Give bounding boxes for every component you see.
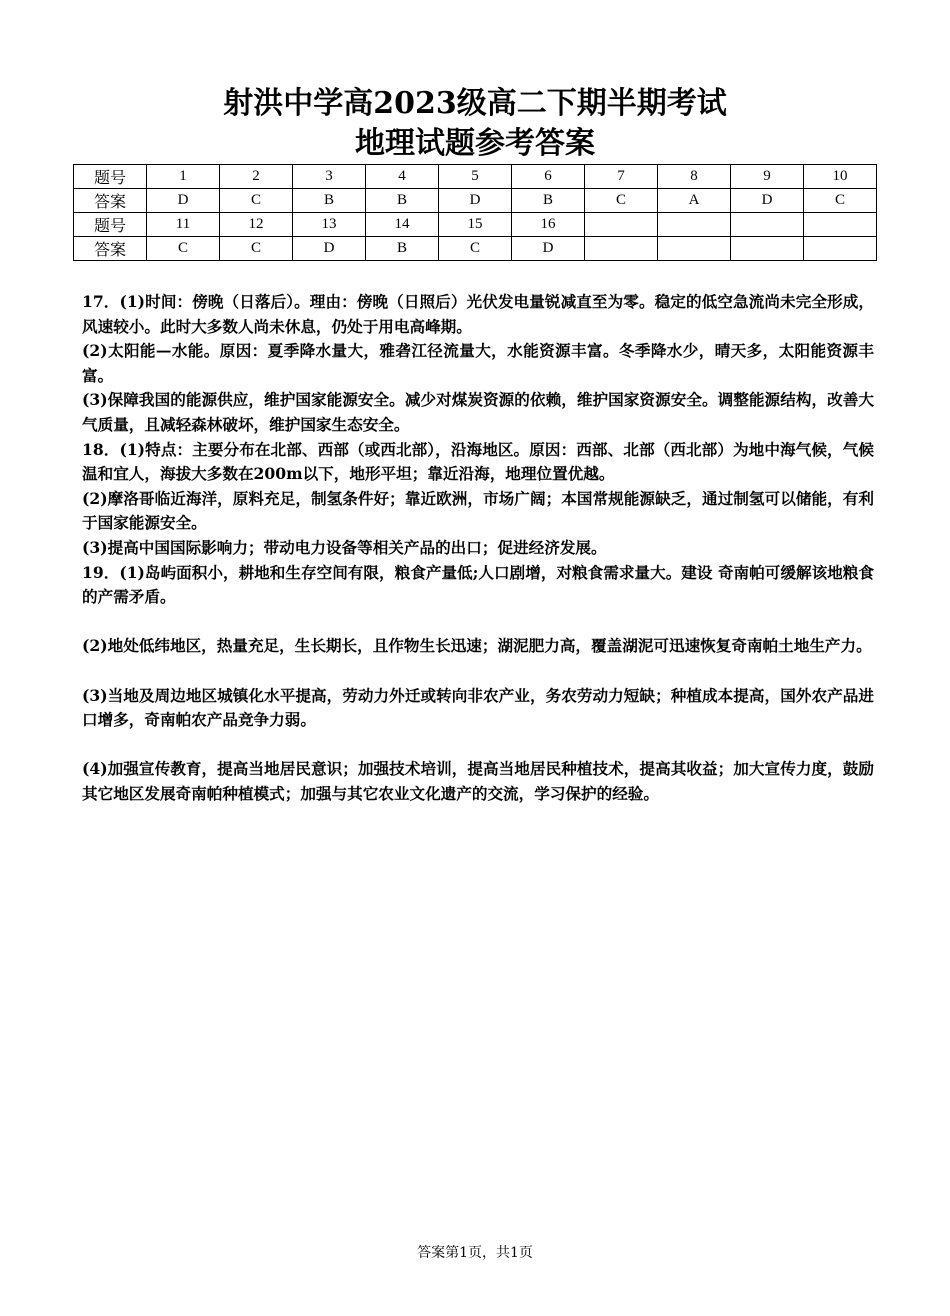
question-number-cell: 15 <box>439 213 512 237</box>
table-row-answers <box>74 237 877 261</box>
answer-19-2: (2)地处低纬地区，热量充足，生长期长，且作物生长迅速；湖泥肥力高，覆盖湖泥可迅速恢复奇南帕土地生产力。 <box>82 636 872 656</box>
answer-cell: C <box>585 189 658 213</box>
question-number-cell: 11 <box>147 213 220 237</box>
answer-19-4: (4)加强宣传教育，提高当地居民意识；加强技术培训，提高当地居民种植技术，提高其收益；加大宣传力度，鼓励其它地区发展奇南帕种植模式；加强与其它农业文化遗产的交流，学习保护的经验。 <box>82 759 874 803</box>
answer-18-2: (2)摩洛哥临近海洋，原料充足，制氢条件好；靠近欧洲，市场广阔；本国常规能源缺乏，通过制氢可以储能，有利于国家能源安全。 <box>82 488 874 533</box>
answer-cell: A <box>658 189 731 213</box>
answer-cell <box>804 237 877 261</box>
answer-cell: D <box>147 189 220 213</box>
question-number-cell: 6 <box>512 165 585 189</box>
answer-17-1: 17．(1)时间：傍晚（日落后）。理由：傍晚（日照后）光伏发电量锐减直至为零。稳定的低空急流尚未完全形成，风速较小。此时大多数人尚未休息，仍处于用电高峰期。 <box>82 292 874 336</box>
question-number-cell <box>804 213 877 237</box>
row-label-question: 题号 <box>74 165 147 189</box>
question-number-cell <box>658 213 731 237</box>
answer-cell: C <box>220 237 293 261</box>
table-row-question-numbers <box>74 165 877 189</box>
answer-cell: C <box>804 189 877 213</box>
answer-cell: B <box>366 189 439 213</box>
question-number-cell <box>731 213 804 237</box>
question-number-cell: 16 <box>512 213 585 237</box>
answer-cell: C <box>147 237 220 261</box>
question-number-cell: 5 <box>439 165 512 189</box>
answer-19-1: 19．(1)岛屿面积小，耕地和生存空间有限，粮食产量低;人口剧增，对粮食需求量大。建设 奇南帕可缓解该地粮食的产需矛盾。 <box>82 562 874 607</box>
question-number-cell: 10 <box>804 165 877 189</box>
page-footer: 答案第1页，共1页 <box>417 1245 533 1261</box>
row-label-question: 题号 <box>74 213 147 237</box>
answer-cell: D <box>731 189 804 213</box>
answer-cell <box>585 237 658 261</box>
question-number-cell <box>585 213 658 237</box>
answer-cell <box>658 237 731 261</box>
question-number-cell: 1 <box>147 165 220 189</box>
answer-cell: B <box>366 237 439 261</box>
answer-cell: B <box>293 189 366 213</box>
question-number-cell: 3 <box>293 165 366 189</box>
answer-cell: C <box>439 237 512 261</box>
answer-cell <box>731 237 804 261</box>
question-number-cell: 14 <box>366 213 439 237</box>
free-response-answers <box>82 290 874 806</box>
answer-18-1: 18．(1)特点：主要分布在北部、西部（或西北部），沿海地区。原因：西部、北部（西北部）为地中海气候，气候温和宜人，海拔大多数在200m以下，地形平坦；靠近沿海，地理位置优越。 <box>82 439 874 484</box>
table-row-answers <box>74 189 877 213</box>
document-title-line2: 地理试题参考答案 <box>355 126 595 161</box>
answer-17-2: (2)太阳能—水能。原因：夏季降水量大，雅砻江径流量大，水能资源丰富。冬季降水少，晴天多，太阳能资源丰富。 <box>82 341 874 385</box>
row-label-answer: 答案 <box>74 189 147 213</box>
table-row-question-numbers <box>74 213 877 237</box>
answer-cell: D <box>439 189 512 213</box>
question-number-cell: 12 <box>220 213 293 237</box>
answer-cell: D <box>293 237 366 261</box>
question-number-cell: 4 <box>366 165 439 189</box>
question-number-cell: 7 <box>585 165 658 189</box>
answer-18-3: (3)提高中国国际影响力；带动电力设备等相关产品的出口；促进经济发展。 <box>82 537 607 557</box>
document-title-line1: 射洪中学高2023级高二下期半期考试 <box>223 86 727 121</box>
answer-cell: C <box>220 189 293 213</box>
answer-cell: B <box>512 189 585 213</box>
answer-17-3: (3)保障我国的能源供应，维护国家能源安全。减少对煤炭资源的依赖，维护国家资源安全。调整能源结构，改善大气质量，且减轻森林破坏，维护国家生态安全。 <box>82 390 874 434</box>
row-label-answer: 答案 <box>74 237 147 261</box>
question-number-cell: 9 <box>731 165 804 189</box>
multiple-choice-answer-table <box>73 164 877 261</box>
answer-cell: D <box>512 237 585 261</box>
answer-19-3: (3)当地及周边地区城镇化水平提高，劳动力外迁或转向非农产业，务农劳动力短缺；种植成本提高，国外农产品进口增多，奇南帕农产品竞争力弱。 <box>82 685 874 730</box>
question-number-cell: 2 <box>220 165 293 189</box>
question-number-cell: 13 <box>293 213 366 237</box>
question-number-cell: 8 <box>658 165 731 189</box>
